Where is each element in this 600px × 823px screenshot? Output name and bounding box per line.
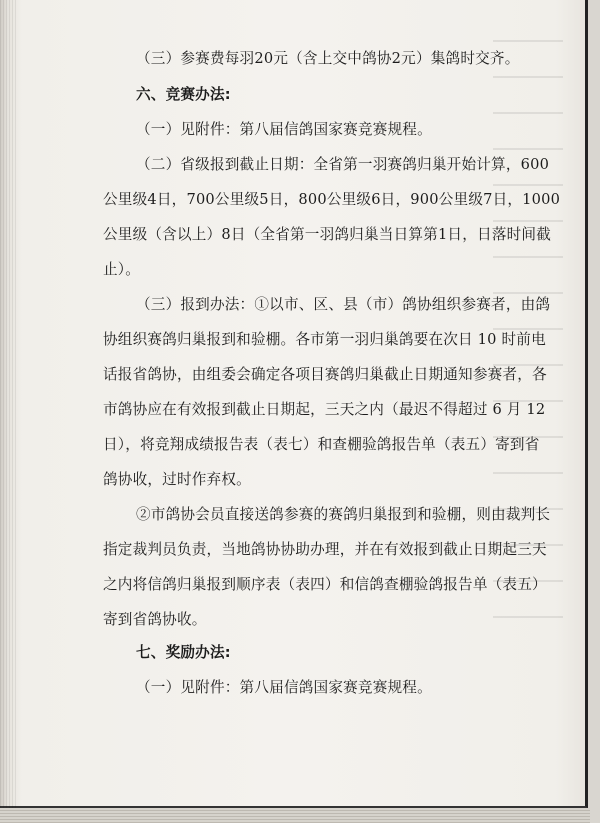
paragraph-deadline-line4: 止）。 (103, 261, 141, 278)
paragraph-report-method-line5: 日），将竞翔成绩报告表（表七）和查棚验鸽报告单（表五）寄到省 (103, 436, 540, 453)
paragraph-see-attachment: （一）见附件：第八届信鸽国家赛竞赛规程。 (136, 121, 432, 138)
paragraph-deadline-line1: （二）省级报到截止日期：全省第一羽赛鸽归巢开始计算，600 (136, 156, 550, 173)
paragraph-entry-fee: （三）参赛费每羽20元（含上交中鸽协2元）集鸽时交齐。 (136, 50, 520, 67)
paragraph-report-method-line6: 鸽协收，过时作弃权。 (103, 471, 251, 488)
page-stack-edge (0, 808, 590, 823)
paragraph-report-method-line2: 协组织赛鸽归巢报到和验棚。各市第一羽归巢鸽要在次日 10 时前电 (103, 331, 546, 348)
section-heading-awards: 七、奖励办法: (136, 644, 231, 661)
paragraph-deadline-line3: 公里级（含以上）8日（全省第一羽鸽归巢当日算第1日，日落时间截 (103, 226, 551, 243)
paragraph-deadline-line2: 公里级4日，700公里级5日，800公里级6日，900公里级7日，1000 (103, 191, 561, 208)
paragraph-direct-entry-line4: 寄到省鸽协收。 (103, 611, 207, 628)
paragraph-direct-entry-line2: 指定裁判员负责，当地鸽协协助办理，并在有效报到截止日期起三天 (103, 541, 547, 558)
section-heading-competition-method: 六、竞赛办法: (136, 86, 231, 103)
paragraph-report-method-line1: （三）报到办法：①以市、区、县（市）鸽协组织参赛者，由鸽 (136, 296, 551, 313)
paragraph-direct-entry-line3: 之内将信鸽归巢报到顺序表（表四）和信鸽查棚验鸽报告单（表五） (103, 576, 547, 593)
binding-edge (0, 0, 16, 808)
paragraph-awards-see-attachment: （一）见附件：第八届信鸽国家赛竞赛规程。 (136, 679, 432, 696)
paragraph-report-method-line4: 市鸽协应在有效报到截止日期起，三天之内（最迟不得超过 6 月 12 (103, 401, 546, 418)
paragraph-report-method-line3: 话报省鸽协，由组委会确定各项目赛鸽归巢截止日期通知参赛者，各 (103, 366, 547, 383)
paragraph-direct-entry-line1: ②市鸽协会员直接送鸽参赛的赛鸽归巢报到和验棚，则由裁判长 (136, 506, 551, 523)
